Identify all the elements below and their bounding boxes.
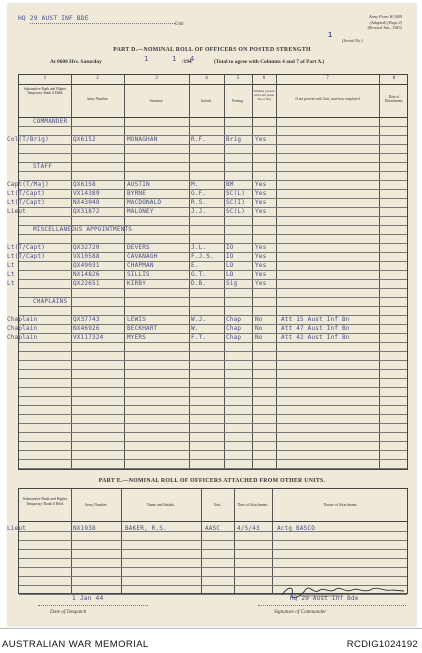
cell-number: QX31872	[73, 208, 100, 215]
column-header-unit: Unit.	[213, 503, 222, 507]
row-rule	[19, 468, 407, 469]
cell-number: VX10588	[73, 253, 100, 260]
cell-surname: MACDONALD	[127, 199, 162, 206]
cell-present: No	[255, 325, 263, 332]
part-d-title: PART D.—NOMINAL ROLL OF OFFICERS ON POSTED STRENGTH	[113, 47, 311, 53]
cell-posting: IO	[226, 244, 234, 251]
header-divider	[19, 84, 407, 85]
column-header-rank: Substantive Rank and Higher Temporary Rank if Held.	[22, 497, 68, 506]
column-header-surname: Surname.	[149, 99, 164, 103]
column-divider	[201, 489, 202, 593]
cell-present: Yes	[255, 136, 267, 143]
column-header-detachment: Date of Detachment.	[384, 95, 404, 104]
despatch-label: Date of Despatch	[50, 609, 87, 615]
cell-number: QX6152	[73, 136, 96, 143]
cell-initials: E.	[191, 262, 199, 269]
column-header-employed: If not present with Unit, state how employed.	[295, 97, 361, 101]
cell-number: NX43048	[73, 199, 100, 206]
column-divider	[121, 489, 122, 593]
row-rule	[19, 423, 407, 424]
cell-surname: MALONEY	[127, 208, 154, 215]
row-rule	[19, 288, 407, 289]
row-rule	[19, 297, 407, 298]
column-header-number: Army Number.	[86, 97, 109, 101]
part-e-title: PART E.—NOMINAL ROLL OF OFFICERS ATTACHED FROM OTHER UNITS.	[98, 478, 326, 484]
header-divider	[19, 521, 407, 522]
column-number: 8	[392, 76, 396, 81]
cell-initials: F.T.	[191, 334, 207, 341]
column-number: 6	[262, 76, 266, 81]
cell-number: QX22651	[73, 280, 100, 287]
form-id-line: (Adapted) (Page 2)	[369, 19, 402, 25]
row-rule	[19, 450, 407, 451]
cell-posting: SC(L)	[226, 208, 246, 215]
row-rule	[19, 162, 407, 163]
cell-rank: Chaplain	[7, 325, 38, 332]
archive-id: RCDIG1024192	[346, 639, 418, 650]
cell-surname: AUSTIN	[127, 181, 150, 188]
cell-rank: MISCELLANEOUS APPOINTMENTS	[33, 226, 133, 233]
row-rule	[19, 387, 407, 388]
cell-posting: SC(L)	[226, 190, 246, 197]
column-header-present: Whether present with Unit (enter Yes or No)	[253, 89, 275, 101]
cell-rank: Lt(T/Capt)	[7, 253, 46, 260]
column-number: 5	[236, 76, 240, 81]
signature-label: Signature of Commander	[274, 609, 327, 615]
cell-rank: CHAPLAINS	[33, 298, 68, 305]
cell-posting: LO	[226, 271, 234, 278]
column-number: 2	[96, 76, 99, 81]
cell-posting: Chap	[226, 334, 242, 341]
cell-posting: LO	[226, 262, 234, 269]
row-rule	[19, 396, 407, 397]
cell-rank: Chaplain	[7, 334, 38, 341]
cell-rank: Capt(T/Maj)	[7, 181, 49, 188]
column-number: 7	[326, 76, 329, 81]
cell-name: BAKER, R.S.	[125, 525, 167, 532]
cell-surname: BECKHART	[127, 325, 158, 332]
date-day: 1	[144, 55, 149, 63]
cell-present: Yes	[255, 253, 267, 260]
cell-number: NX1938	[73, 525, 96, 532]
cell-posting: Chap	[226, 316, 242, 323]
column-number: 1	[43, 76, 47, 81]
header-divider	[19, 117, 407, 118]
cell-rank: Lt	[7, 262, 15, 269]
cell-number: VX14389	[73, 190, 100, 197]
form-id-line: (Revised Jan., 1943)	[367, 25, 402, 31]
cell-number: QX32720	[73, 244, 100, 251]
column-divider	[71, 489, 72, 593]
column-number: 3	[155, 76, 158, 81]
cell-present: Yes	[255, 271, 267, 278]
column-header-initials: Initials.	[201, 99, 212, 103]
cell-surname: CHAPMAN	[127, 262, 154, 269]
row-rule	[19, 144, 407, 145]
cell-present: Yes	[255, 190, 267, 197]
cell-rank: STAFF	[33, 163, 53, 170]
form-page	[8, 4, 416, 626]
cell-rank: Lieut	[7, 208, 27, 215]
cell-present: Yes	[255, 262, 267, 269]
archive-name: AUSTRALIAN WAR MEMORIAL	[2, 639, 149, 650]
cell-present: No	[255, 316, 263, 323]
cell-surname: CAVANAGH	[127, 253, 158, 260]
row-rule	[19, 234, 407, 235]
row-rule	[19, 342, 407, 343]
cell-surname: DEVERS	[127, 244, 150, 251]
cell-present: No	[255, 334, 263, 341]
form-id-line: Army Form W.3009	[369, 14, 402, 19]
cell-nature: Actg BASCO	[277, 525, 316, 532]
row-rule	[19, 153, 407, 154]
cell-initials: J.L.	[191, 244, 207, 251]
cell-initials: M.	[191, 181, 199, 188]
column-header-date: Date of Attachment.	[237, 503, 269, 507]
column-header-number: Army Number.	[84, 503, 108, 507]
row-rule	[19, 414, 407, 415]
column-number: 4	[205, 76, 208, 81]
row-rule	[19, 306, 407, 307]
row-rule	[19, 459, 407, 460]
unit-label: Unit	[175, 22, 184, 27]
cell-number: QX49031	[73, 262, 100, 269]
row-rule	[19, 567, 407, 568]
date-year: 4	[190, 55, 195, 63]
column-divider	[272, 489, 273, 593]
cell-initials: F.J.S.	[191, 253, 214, 260]
cell-surname: MYERS	[127, 334, 147, 341]
row-rule	[19, 576, 407, 577]
cell-rank: Lt(T/Capt)	[7, 190, 46, 197]
cell-surname: MONAGHAN	[127, 136, 158, 143]
row-rule	[19, 171, 407, 172]
cell-initials: R.F.	[191, 136, 207, 143]
row-rule	[19, 549, 407, 550]
row-rule	[19, 405, 407, 406]
cell-unit: AASC	[205, 525, 221, 532]
despatch-line	[38, 605, 148, 606]
cell-posting: Chap	[226, 325, 242, 332]
cell-initials: W.	[191, 325, 199, 332]
cell-rank: COMMANDER	[33, 118, 68, 125]
form-identifier	[368, 14, 402, 31]
date-suffix: /194	[182, 59, 192, 65]
row-rule	[19, 558, 407, 559]
serial-number: 1	[328, 31, 333, 39]
row-rule	[19, 369, 407, 370]
cell-posting: Sig	[226, 280, 238, 287]
cell-surname: BYRNE	[127, 190, 147, 197]
cell-number: VX117324	[73, 334, 104, 341]
serial-label: (Serial No.)	[342, 38, 363, 43]
column-header-name: Name and Initials.	[147, 503, 175, 507]
cell-initials: R.S.	[191, 199, 207, 206]
cell-number: QX6158	[73, 181, 96, 188]
cell-rank: Lt(T/Capt)	[7, 199, 46, 206]
part-d-table	[7, 74, 408, 470]
cell-number: NX46926	[73, 325, 100, 332]
cell-number: QX37743	[73, 316, 100, 323]
row-rule	[19, 540, 407, 541]
cell-present: Yes	[255, 280, 267, 287]
date-month: 1	[172, 55, 177, 63]
cell-present: Yes	[255, 199, 267, 206]
part-e-table	[7, 488, 408, 594]
signature-line	[258, 605, 406, 606]
row-rule	[19, 441, 407, 442]
cell-surname: LEWIS	[127, 316, 147, 323]
cell-present: Yes	[255, 244, 267, 251]
archive-footer	[0, 628, 422, 653]
commander-unit: HQ 29 Aust Inf Bde	[290, 595, 359, 602]
cell-present: Yes	[255, 208, 267, 215]
column-header-posting: Posting.	[232, 99, 244, 103]
column-header-rank: Substantive Rank and Higher Temporary Rank if Held.	[23, 87, 67, 96]
cell-rank: Lieut	[7, 525, 27, 532]
cell-initials: J.J.	[191, 208, 207, 215]
unit-value: HQ 29 AUST INF BDE	[18, 15, 89, 22]
column-divider	[234, 489, 235, 593]
column-header-nature: Nature of Attachment.	[323, 503, 358, 507]
cell-rank: Chaplain	[7, 316, 38, 323]
cell-posting: SC(I)	[226, 199, 246, 206]
roll-time: At 0600 Hrs. Saturday	[50, 59, 102, 65]
row-rule	[19, 216, 407, 217]
cell-posting: IO	[226, 253, 234, 260]
cell-posting: BM	[226, 181, 234, 188]
cell-surname: KIRBY	[127, 280, 147, 287]
cell-employed: Att 15 Aust Inf Bn	[281, 316, 350, 323]
row-rule	[19, 378, 407, 379]
despatch-date: 1 Jan 44	[72, 595, 104, 602]
cell-initials: D.B.	[191, 280, 207, 287]
cell-rank: Lt(T/Capt)	[7, 244, 46, 251]
cell-initials: W.J.	[191, 316, 207, 323]
cell-rank: Col(T/Brig)	[7, 136, 49, 143]
cell-initials: G.F.	[191, 190, 207, 197]
cell-employed: Att 47 Aust Inf Bn	[281, 325, 350, 332]
row-rule	[19, 432, 407, 433]
row-rule	[19, 351, 407, 352]
cell-date: 4/5/43	[237, 525, 260, 532]
cell-rank: Lt	[7, 280, 15, 287]
cell-employed: Att 42 Aust Inf Bn	[281, 334, 350, 341]
agree-note: (Total to agree with Columns 4 and 7 of Part A.)	[214, 59, 325, 65]
cell-present: Yes	[255, 181, 267, 188]
row-rule	[19, 126, 407, 127]
cell-number: NX14826	[73, 271, 100, 278]
cell-posting: Brig	[226, 136, 242, 143]
cell-surname: SILLIS	[127, 271, 150, 278]
row-rule	[19, 360, 407, 361]
cell-rank: Lt	[7, 271, 15, 278]
cell-initials: G.T.	[191, 271, 207, 278]
